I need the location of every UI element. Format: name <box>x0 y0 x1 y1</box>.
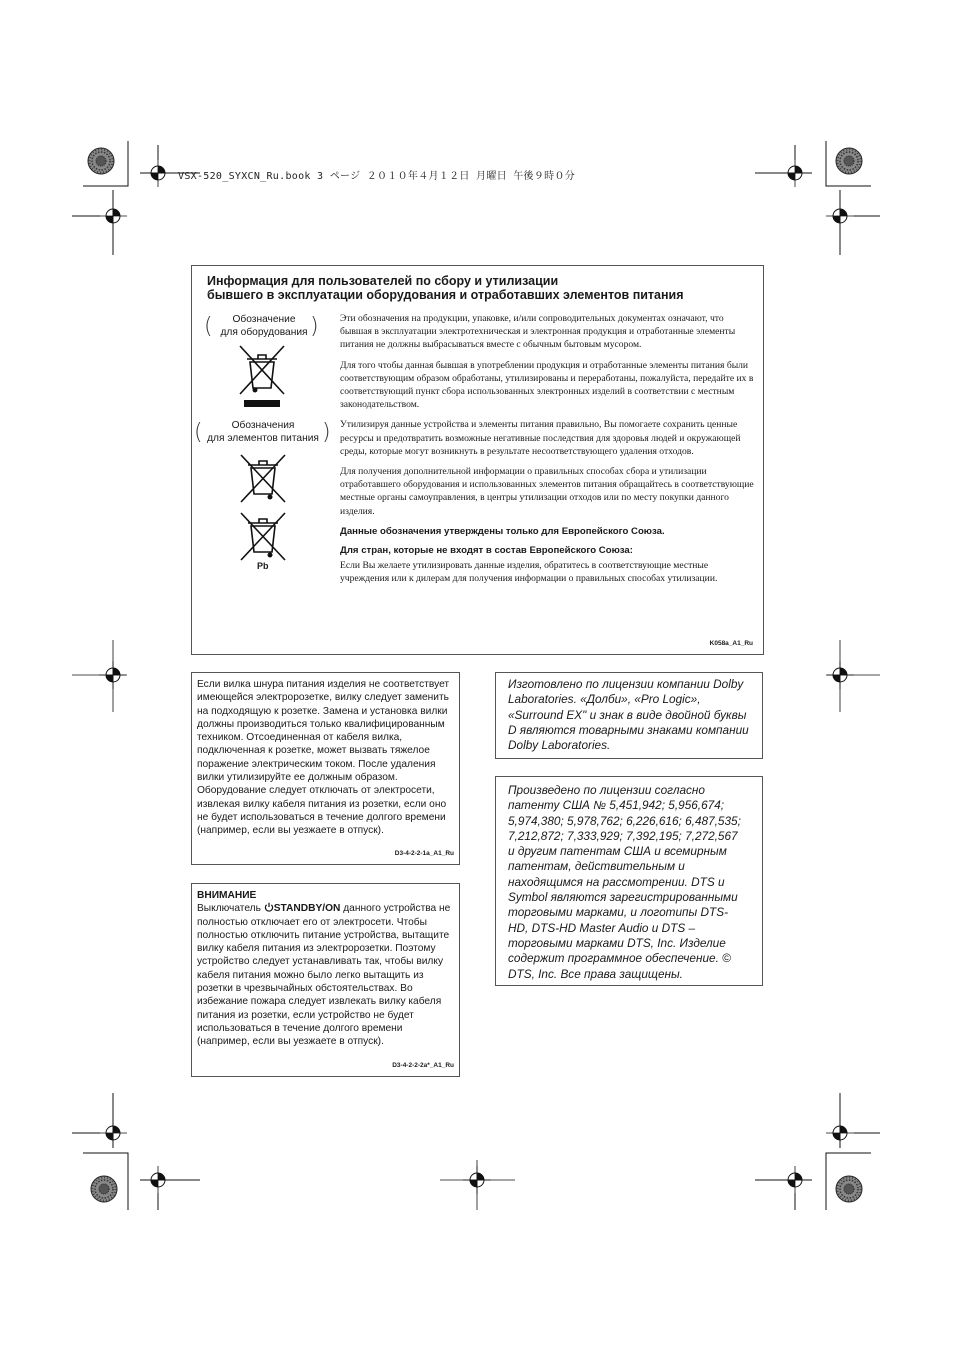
recycling-title-line1: Информация для пользователей по сбору и утилизации <box>207 274 559 288</box>
caution-heading: ВНИМАНИЕ <box>197 890 257 901</box>
dts-text: Произведено по лицензии согласно патенту США № 5,451,942; 5,956,674; 5,974,380; 5,978,762; 6,226,616; 6,487,535; 7,212,872; 7,333,929; 7,392,195; 7,272,567 и другим патентам США и всемирным патентам, действительным и находящимся на рассмотрении. DTS и Symbol являются зарегистрированными торговыми марками, и логотипы DTS-HD, DTS-HD Master Audio и DTS – торговыми марками DTS, Inc. Изделие содержит программное обеспечение. © DTS, Inc. Все права защищены. <box>508 783 741 981</box>
caution-code: D3-4-2-2-2a*_A1_Ru <box>392 1062 454 1069</box>
recycling-paragraph: Для получения дополнительной информации о правильных способах сбора и утилизации отработавшего оборудования и использованных элементов питания обращайтесь в соответствующие местные органы самоуправления, в центры утилизации отходов или по месту покупки данного изделия. <box>340 466 754 517</box>
non-eu-text: Если Вы желаете утилизировать данные изделия, обратитесь в соответствующие местные учреждения или к дилерам для получения информации о правильных способах утилизации. <box>340 559 718 585</box>
crossed-bin-icon <box>239 454 287 504</box>
batteries-label-line2: для элементов питания <box>207 432 319 444</box>
equipment-label-line1: Обозначение <box>232 314 296 325</box>
equipment-label-line2: для оборудования <box>220 326 308 338</box>
plug-notice-box <box>191 672 460 865</box>
dolby-text: Изготовлено по лицензии компании Dolby Laboratories. «Долби», «Pro Logic», «Surround EX" и знак в виде двойной буквы D являются товарными знаками компании Dolby Laboratories. <box>508 677 749 753</box>
caution-text-before: Выключатель <box>197 903 264 915</box>
eu-note: Данные обозначения утверждены только для Европейского Союза. <box>340 525 665 537</box>
recycling-paragraph: Эти обозначения на продукции, упаковке, и/или сопроводительных документах означают, что бывшая в эксплуатации электротехническая и электронная продукция и отработанные элементы питания не должны выбрасываться вместе с обычным бытовым мусором. <box>340 313 736 351</box>
paren-left: ( <box>194 420 203 445</box>
paren-right: ) <box>322 420 331 445</box>
recycling-paragraph: Для того чтобы данная бывшая в употреблении продукция и отработанные элементы питания были соответствующим образом обработаны, утилизированы и переработаны, пожалуйста, передайте их в соответствующий пункт сбора использованных электронных изделий в соответствии с местным законодательством. <box>340 359 754 411</box>
recycling-info-box <box>191 265 764 655</box>
standby-label: STANDBY/ON <box>273 903 341 915</box>
pb-label: Pb <box>257 561 269 571</box>
color-target-icon <box>88 148 114 174</box>
paren-left: ( <box>204 314 213 339</box>
color-target-icon <box>836 1176 862 1202</box>
color-target-icon <box>836 148 862 174</box>
recycling-code: K058a_A1_Ru <box>709 640 753 647</box>
crossed-bin-icon <box>239 512 287 562</box>
caution-text-after: данного устройства не полностью отключает его от электросети. Чтобы полностью отключить питание устройства, вытащите вилку кабеля питания из электророзетки. Поэтому устройство следует устанавливать так, чтобы вилку кабеля питания можно было легко вытащить из розетки в чрезвычайных обстоятельствах. Во избежание пожара следует извлекать вилку кабеля питания из розетки, если устройство не будет использоваться в течение долгого времени (например, если вы уезжаете в отпуск). <box>197 903 451 1048</box>
crossed-bin-icon <box>238 344 286 408</box>
recycling-paragraph: Утилизируя данные устройства и элементы питания правильно, Вы помогаете сохранить ценные ресурсы и предотвратить возможные негативные последствия для здоровья людей и окружающей среды, которые могут возникнуть в результате несоответствующего удаления отходов. <box>340 419 741 457</box>
color-target-icon <box>91 1176 117 1202</box>
caution-content <box>197 889 457 1049</box>
print-info-line: VSX-520_SYXCN_Ru.book 3 ページ ２０１０年４月１２日 月曜日 午後９時０分 <box>178 171 576 182</box>
caution-box <box>191 883 460 1077</box>
caution-text <box>197 902 457 1048</box>
recycling-title-line2: бывшего в эксплуатации оборудования и отработавших элементов питания <box>207 288 684 302</box>
plug-notice-text: Если вилка шнура питания изделия не соответствует имеющейся электророзетке, вилку следует заменить на подходящую к розетке. Замена и установка вилки должны производиться только квалифицированным техником. Отсоединенная от кабеля вилка, подключенная к розетке, может вызвать тяжелое поражение электрическим током. После удаления вилки утилизируйте ее должным образом. Оборудование следует отключать от электросети, извлекая вилку кабеля питания из розетки, если оно не будет использоваться в течение долгого времени (например, если вы уезжаете в отпуск). <box>197 679 450 837</box>
standby-icon <box>264 902 274 912</box>
equipment-label <box>212 314 316 339</box>
paren-right: ) <box>310 314 319 339</box>
dts-box <box>495 776 763 986</box>
recycling-body <box>340 312 756 592</box>
recycling-title <box>207 274 752 302</box>
batteries-label <box>202 420 324 445</box>
dolby-box <box>495 672 763 759</box>
plug-notice-code: D3-4-2-2-1a_A1_Ru <box>394 850 454 857</box>
batteries-label-line1: Обозначения <box>231 420 295 431</box>
non-eu-heading: Для стран, которые не входят в состав Европейского Союза: <box>340 544 633 556</box>
